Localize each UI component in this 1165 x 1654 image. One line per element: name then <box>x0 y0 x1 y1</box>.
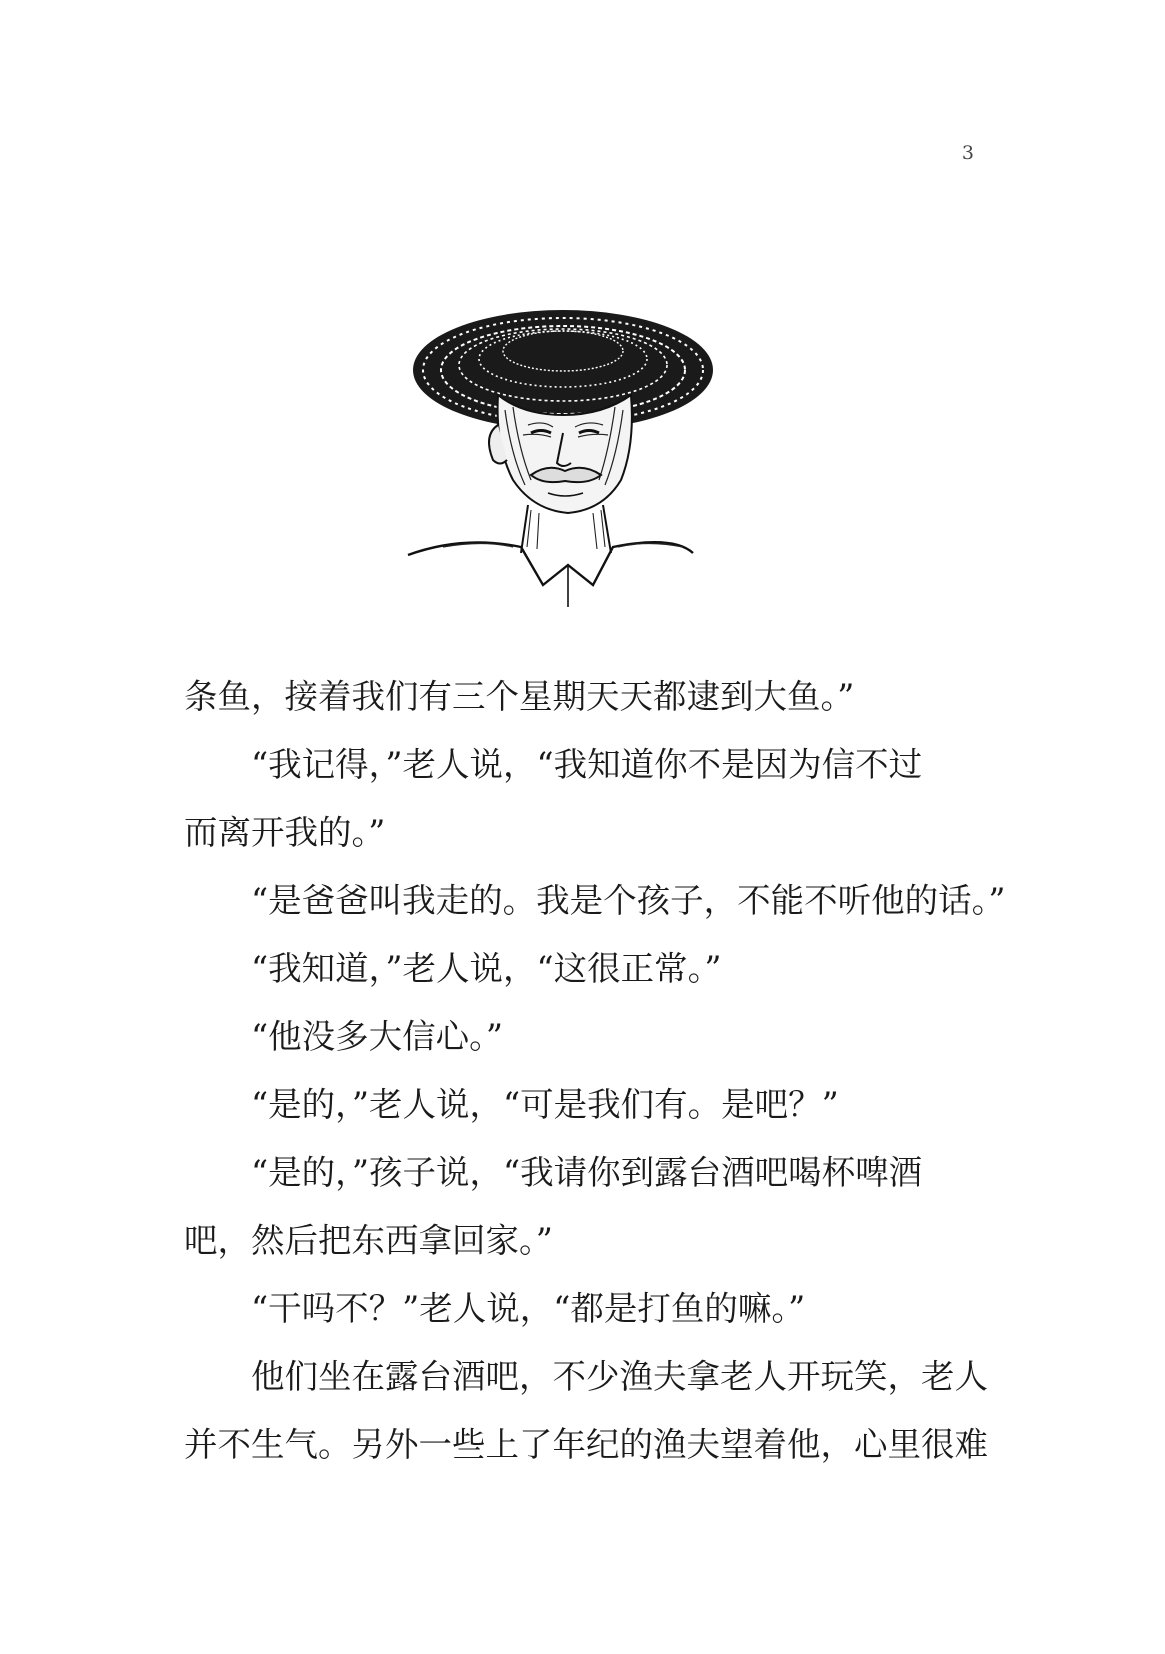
old-fisherman-portrait-icon <box>403 285 758 610</box>
text-line: 而离开我的。” <box>184 813 386 852</box>
text-line: 吧，然后把东西拿回家。” <box>184 1221 553 1260</box>
text-line: 他们坐在露台酒吧，不少渔夫拿老人开玩笑，老人 <box>251 1357 988 1396</box>
text-line: 并不生气。另外一些上了年纪的渔夫望着他，心里很难 <box>184 1425 988 1464</box>
body-text <box>184 663 1006 1479</box>
text-line: “我知道，”老人说，“这很正常。” <box>251 949 722 988</box>
text-line: “是爸爸叫我走的。我是个孩子，不能不听他的话。” <box>251 881 1006 920</box>
text-line: “干吗不？”老人说，“都是打鱼的嘛。” <box>251 1289 806 1328</box>
page-number: 3 <box>961 142 974 164</box>
text-line: 条鱼，接着我们有三个星期天天都逮到大鱼。” <box>184 677 855 716</box>
text-line: “他没多大信心。” <box>251 1017 504 1056</box>
text-line: “我记得，”老人说，“我知道你不是因为信不过 <box>251 745 923 784</box>
text-line: “是的，”老人说，“可是我们有。是吧？” <box>251 1085 839 1124</box>
text-line: “是的，”孩子说，“我请你到露台酒吧喝杯啤酒 <box>251 1153 923 1192</box>
